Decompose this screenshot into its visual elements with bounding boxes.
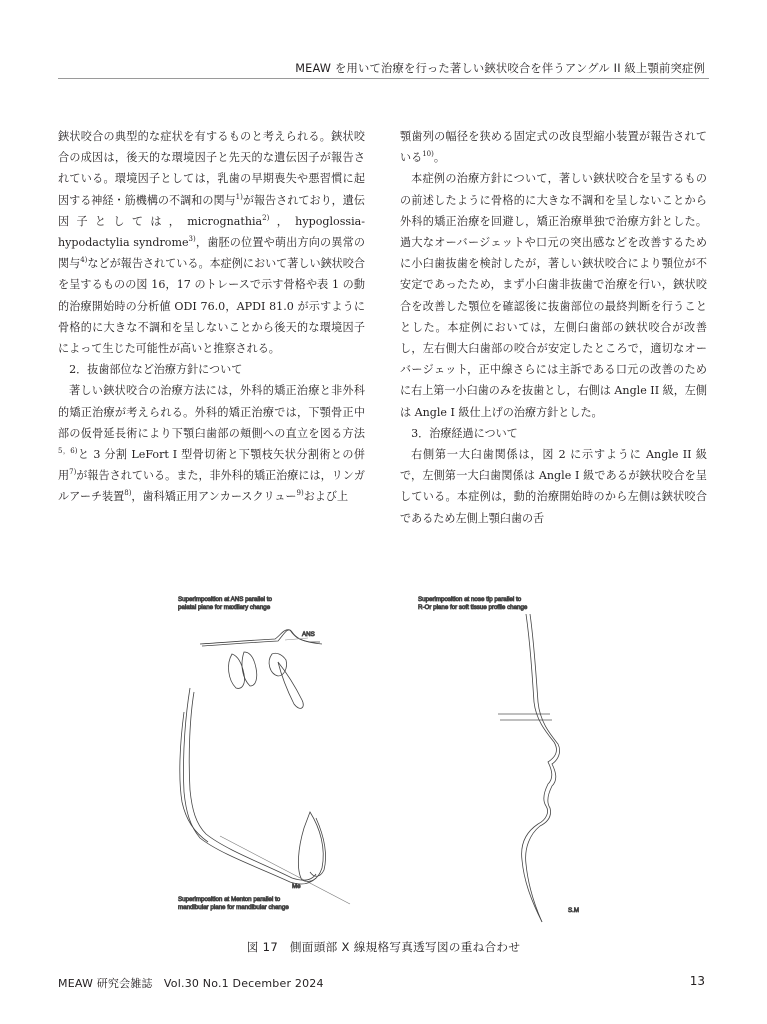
right-paragraph-2: 本症例の治療方針について，著しい鋏状咬合を呈するものの前述したように骨格的に大きな不調和を呈しないことから外科的矯正治療を回避し，矯正治療単独で治療方針とした。過大なオーバージェットや口元の突出感などを改善するために小臼歯抜歯を検討したが，著しい鋏状咬合により顎位が不安定であったため，まず小臼歯非抜歯で治療を行い，鋏状咬合を改善した顎位を確認後に抜歯部位の最終判断を行うこととした。本症例においては，左側臼歯部の鋏状咬合が改善し，左右側大臼歯部の咬合が安定したところで，適切なオーバージェット，正中線さらには主訴である口元の改善のために右上第一小臼歯のみを抜歯とし，右側は Angle II 級，左側は Angle I 級仕上げの治療方針とした。 xyxy=(400,172,707,419)
right-column xyxy=(400,126,707,529)
left-note-top-line1: Superimposition at ANS parallel to xyxy=(178,596,272,603)
ramus-trace-2 xyxy=(189,692,316,880)
figure-caption: 図 17 側面頭部 X 線規格写真透写図の重ね合わせ xyxy=(246,940,521,954)
left-note-bottom-line1: Superimposition at Menton parallel to xyxy=(178,896,281,903)
cephalometric-tracing-figure xyxy=(160,592,600,932)
page-number: 13 xyxy=(689,974,705,988)
right-note-top-line1: Superimposition at nose tip parallel to xyxy=(418,596,522,603)
skeletal-tracing xyxy=(178,596,350,911)
left-paragraph-2: 著しい鋏状咬合の治療方法には，外科的矯正治療と非外科的矯正治療が考えられる。外科的矯正治療では，下顎骨正中部の仮骨延長術により下顎臼歯部の頬側への直立を図る方法$^{5,6)}$と 3 分割 LeFort I 型骨切術と下顎枝矢状分割術との併用$^{7)}$が報告されている。また，非外科的矯正治療には，リンガルアーチ装置$^{8)}$，歯科矯正用アンカースクリュー$^{9)}$および上 xyxy=(58,384,366,504)
journal-footer: MEAW 研究会雑誌 Vol.30 No.1 December 2024 xyxy=(58,977,324,990)
ans-leader-line xyxy=(285,638,308,640)
section-heading-2: 2．抜歯部位など治療方針について xyxy=(69,363,243,377)
molar-trace xyxy=(269,653,286,676)
left-paragraph-1: 鋏状咬合の典型的な症状を有するものと考えられる。鋏状咬合の成因は，後天的な環境因子と先天的な遺伝因子が報告されている。環境因子としては，乳歯の早期喪失や悪習慣に起因する神経・筋機構の不調和の関与$^{1)}$が報告されており，遺伝因子としては，micrognathia$^{2)}$，hypoglossia-hypodactylia syndrome$^{3)}$，歯胚の位置や萌出方向の異常の関与$^{4)}$などが報告されている。本症例において著しい鋏状咬合を呈するものの図 16，17 のトレースで示す骨格や表 1 の動的治療開始時の分析値 ODI 76.0，APDI 81.0 が示すように骨格的に大きな不調和を呈しないことから後天的な環境因子によって生じた可能性が高いと推察される。 xyxy=(58,130,365,356)
mandibular-plane-line xyxy=(220,836,350,904)
left-note-bottom-line2: mandibular plane for mandibular change xyxy=(178,904,289,911)
me-label: Me xyxy=(292,883,301,890)
ans-label: ANS xyxy=(302,631,315,638)
page-header xyxy=(0,60,767,80)
running-title: MEAW を用いて治療を行った著しい鋏状咬合を伴うアングル II 級上顎前突症例 xyxy=(295,62,705,75)
sm-label: S.M xyxy=(568,907,580,914)
symphysis-trace xyxy=(298,812,323,882)
left-note-top-line2: palatal plane for maxillary change xyxy=(178,604,271,611)
right-paragraph-3: 右側第一大臼歯関係は，図 2 に示すように Angle II 級で，左側第一大臼歯関係は Angle I 級であるが鋏状咬合を呈している。本症例は，動的治療開始時のから左側は鋏状咬合であるため左側上顎臼歯の舌 xyxy=(400,448,707,525)
ramus-trace-3 xyxy=(180,712,208,842)
header-rule xyxy=(58,78,709,79)
section-heading-3: 3．治療経過について xyxy=(411,426,518,440)
left-column xyxy=(58,126,365,508)
profile-trace-1 xyxy=(522,614,557,922)
right-note-top-line2: R-Or plane for soft tissue profile change xyxy=(418,604,528,611)
ramus-trace xyxy=(183,688,316,884)
soft-tissue-tracing xyxy=(418,596,579,922)
mandibular-incisor-trace xyxy=(278,662,303,708)
right-paragraph-1: 顎歯列の幅径を狭める固定式の改良型縮小装置が報告されている$^{10)}$。 xyxy=(400,130,707,165)
